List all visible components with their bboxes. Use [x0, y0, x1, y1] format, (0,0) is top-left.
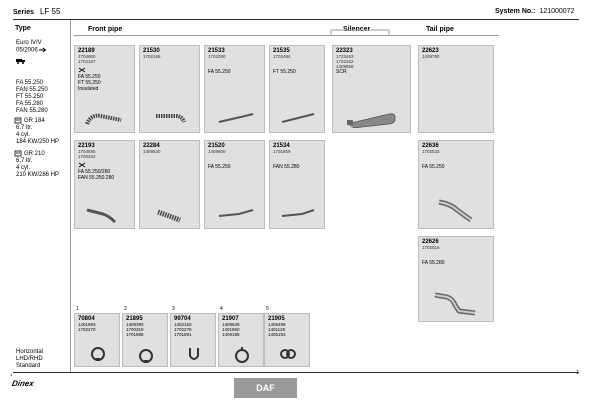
- oe-codes: 1409900: [208, 149, 226, 154]
- oe-codes: 1409530: [143, 149, 161, 154]
- oe-codes: 1704900 1702167: [78, 54, 96, 64]
- oe-codes: 1702494: [273, 54, 291, 59]
- silencer-drawing: [333, 106, 412, 128]
- fitting-pos: 5: [266, 306, 269, 312]
- part-number: 21530: [143, 48, 160, 54]
- pipe-drawing: [270, 202, 326, 224]
- part-card[interactable]: [204, 140, 265, 229]
- sidebar-divider: [70, 20, 71, 372]
- fitting-card[interactable]: 21895 1409390 1700319 1701988: [122, 313, 168, 367]
- hanger-icon: [233, 346, 251, 364]
- part-number: 22623: [422, 48, 439, 54]
- pipe-drawing: [205, 106, 266, 128]
- model-item: FA 55.250: [16, 80, 44, 86]
- model-item: FT 55.250: [16, 94, 44, 100]
- part-card[interactable]: [74, 45, 135, 133]
- scissors-icon: [78, 67, 86, 73]
- part-card[interactable]: [418, 45, 494, 133]
- euro-label: Euro IV/V: [16, 40, 42, 46]
- footer-spec-list: Horizontal LHD/RHD Standard: [16, 349, 44, 369]
- oe-codes: 1702516: [422, 245, 440, 250]
- pipe-drawing: [419, 289, 495, 317]
- model-list: [16, 80, 48, 115]
- oe-codes: 1702533: [422, 149, 440, 154]
- part-number: 22626: [422, 239, 439, 245]
- truck-icon: [16, 58, 26, 64]
- type-label: Type: [15, 25, 31, 32]
- fitting-pos: 1: [76, 306, 79, 312]
- part-note: SCR: [336, 69, 347, 75]
- part-note: FA 55.250/280 FAN 55.250.280: [78, 169, 115, 181]
- bracket-icon: [186, 346, 202, 364]
- dinex-logo: Dinex: [11, 379, 35, 388]
- part-number: 22636: [422, 143, 439, 149]
- part-card[interactable]: [139, 45, 200, 133]
- system-label: System No.: 121000072: [495, 8, 575, 15]
- part-number: 21535: [273, 48, 290, 54]
- part-card[interactable]: [139, 140, 200, 229]
- part-card[interactable]: [332, 45, 411, 133]
- part-note: FT 55.250: [273, 69, 296, 75]
- fitting-card[interactable]: 21905 1405498 1401125 1405193: [264, 313, 310, 367]
- section-rule: [74, 35, 499, 36]
- part-number: 22284: [143, 143, 160, 149]
- part-note: FA 55.280: [422, 260, 445, 266]
- fitting-pos: 3: [172, 306, 175, 312]
- oe-codes: 1723463 1702262 1409859: [336, 54, 354, 69]
- system-value: 121000072: [539, 8, 575, 15]
- part-card[interactable]: [74, 140, 135, 229]
- part-number: 21534: [273, 143, 290, 149]
- engine1-specs: 6,7 ltr. 4 cyl. 184 KW/250 HP: [16, 125, 60, 145]
- clamp-icon: [137, 348, 155, 364]
- part-note: FA 55.250: [208, 69, 231, 75]
- part-note: FA 55.250: [208, 164, 231, 170]
- fitting-card[interactable]: 21907 1409628 1401860 1409185: [218, 313, 264, 367]
- oe-codes: 1704895 1700262: [78, 149, 96, 159]
- pipe-drawing: [419, 198, 495, 224]
- pipe-drawing: [75, 106, 136, 128]
- gasket-icon: [279, 346, 297, 362]
- footer-rule: [13, 372, 579, 373]
- part-note: FAN 55.280: [273, 164, 300, 170]
- engine-icon: [14, 117, 22, 124]
- part-card[interactable]: [204, 45, 265, 133]
- part-card[interactable]: [269, 140, 325, 229]
- pipe-drawing: [205, 202, 266, 224]
- engine2-code: GR 210: [24, 151, 45, 157]
- engine2-specs: 6,7 ltr. 4 cyl. 210 KW/286 HP: [16, 158, 60, 178]
- pipe-drawing: [270, 106, 326, 128]
- engine1-code: GR 184: [24, 118, 45, 124]
- make-badge: DAF: [234, 378, 297, 398]
- part-card[interactable]: [418, 236, 494, 322]
- section-tail-pipe: Tail pipe: [426, 26, 454, 33]
- arrow-right-icon: [39, 47, 47, 53]
- header-rule: [13, 19, 579, 20]
- left-page-num: 1: [10, 372, 13, 377]
- date-row: 05/2006: [16, 47, 47, 55]
- model-item: FA 55.280: [16, 101, 44, 107]
- section-front-pipe: Front pipe: [88, 26, 123, 33]
- part-note: FA 55.250 FT 55.250 Insulated: [78, 74, 101, 92]
- part-number: 21520: [208, 143, 225, 149]
- pipe-drawing: [140, 202, 201, 224]
- fitting-card[interactable]: 70804 1401893 1702270: [74, 313, 120, 367]
- section-bracket: [330, 29, 390, 37]
- part-number: 22323: [336, 48, 353, 54]
- fitting-pos: 4: [220, 306, 223, 312]
- part-note: FA 55.250: [422, 164, 445, 170]
- page-number: 1: [576, 370, 579, 376]
- part-card[interactable]: [418, 140, 494, 229]
- part-number: 22193: [78, 143, 95, 149]
- clamp-icon: [89, 346, 107, 362]
- part-number: 21533: [208, 48, 225, 54]
- pipe-drawing: [75, 202, 136, 224]
- part-card[interactable]: [269, 45, 325, 133]
- oe-codes: 1701859: [273, 149, 291, 154]
- section-silencer: Silencer: [343, 26, 371, 33]
- oe-codes: 1702290: [208, 54, 226, 59]
- pipe-drawing: [140, 106, 201, 128]
- fitting-card[interactable]: 99704 1402150 1702279 1701591: [170, 313, 216, 367]
- engine-icon: [14, 150, 22, 157]
- model-item: FAN 55.280: [16, 108, 48, 114]
- series-label: Series LF 55: [13, 7, 61, 16]
- series-value: LF 55: [39, 7, 61, 16]
- fitting-pos: 2: [124, 306, 127, 312]
- model-item: FAN 55.250: [16, 87, 48, 93]
- oe-codes: 1409790: [422, 54, 440, 59]
- oe-codes: 1702168: [143, 54, 161, 59]
- part-number: 22189: [78, 48, 95, 54]
- scissors-icon: [78, 162, 86, 168]
